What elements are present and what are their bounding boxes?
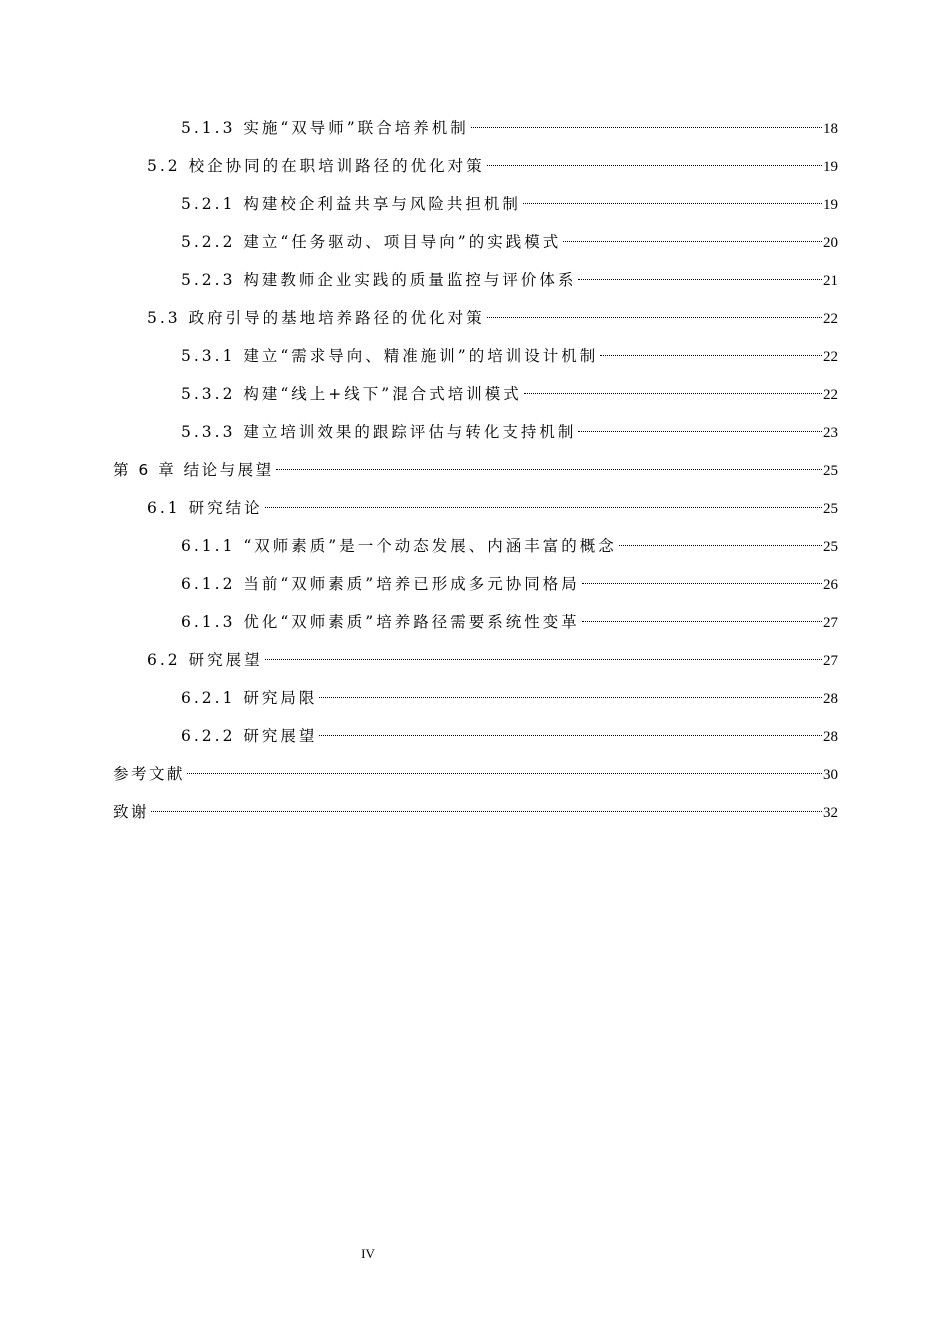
toc-entry-title: 5.2 校企协同的在职培训路径的优化对策 [147, 157, 485, 175]
toc-entry-title: 6.1.1 “双师素质”是一个动态发展、内涵丰富的概念 [181, 537, 617, 555]
toc-entry-title: 5.3.3 建立培训效果的跟踪评估与转化支持机制 [181, 423, 577, 441]
toc-entry-6-2-1[interactable] [0, 683, 950, 713]
toc-entry-title: 5.1.3 实施“双导师”联合培养机制 [181, 119, 469, 137]
toc-entry-page: 27 [823, 615, 838, 631]
toc-entry-title: 6.2.2 研究展望 [181, 727, 318, 745]
toc-entry-title: 6.2 研究展望 [147, 651, 263, 669]
toc-entry-page: 23 [823, 425, 838, 441]
toc-entry-page: 25 [823, 463, 838, 479]
toc-entry-6-2[interactable] [0, 645, 950, 675]
toc-entry-title: 5.3.1 建立“需求导向、精准施训”的培训设计机制 [181, 347, 599, 365]
toc-entry-page: 26 [823, 577, 838, 593]
toc-entry-5-2-3[interactable] [0, 265, 950, 295]
toc-entry-title: 6.1.3 优化“双师素质”培养路径需要系统性变革 [181, 613, 580, 631]
toc-entry-5-3-3[interactable] [0, 417, 950, 447]
toc-dot-leader [523, 202, 822, 204]
toc-dot-leader [578, 430, 822, 432]
toc-dot-leader [619, 544, 822, 546]
toc-dot-leader [487, 316, 822, 318]
toc-entry-page: 22 [823, 387, 838, 403]
toc-dot-leader [276, 468, 822, 470]
toc-dot-leader [319, 696, 822, 698]
toc-entry-title: 参考文献 [113, 765, 186, 783]
toc-entry-6-1-3[interactable] [0, 607, 950, 637]
toc-entry-title: 5.3.2 构建“线上+线下”混合式培训模式 [181, 385, 522, 403]
toc-entry-title: 5.3 政府引导的基地培养路径的优化对策 [147, 309, 485, 327]
toc-dot-leader [524, 392, 822, 394]
toc-dot-leader [578, 278, 822, 280]
toc-dot-leader [471, 126, 822, 128]
toc-entry-page: 28 [823, 691, 838, 707]
toc-dot-leader [319, 734, 822, 736]
toc-dot-leader [582, 582, 822, 584]
toc-dot-leader [265, 658, 822, 660]
toc-entry-title: 5.2.3 构建教师企业实践的质量监控与评价体系 [181, 271, 577, 289]
toc-entry-title: 6.1.2 当前“双师素质”培养已形成多元协同格局 [181, 575, 580, 593]
toc-dot-leader [265, 506, 822, 508]
toc-entry-6-2-2[interactable] [0, 721, 950, 751]
toc-entry-5-3-1[interactable] [0, 341, 950, 371]
toc-entry-title: 6.2.1 研究局限 [181, 689, 318, 707]
toc-dot-leader [187, 772, 822, 774]
toc-entry-page: 18 [823, 121, 838, 137]
toc-entry-5-1-3[interactable] [0, 113, 950, 143]
toc-entry-page: 20 [823, 235, 838, 251]
toc-entry-page: 19 [823, 159, 838, 175]
toc-entry-title: 6.1 研究结论 [147, 499, 263, 517]
toc-entry-5-3-2[interactable] [0, 379, 950, 409]
toc-dot-leader [600, 354, 822, 356]
toc-entry-page: 30 [823, 767, 838, 783]
toc-entry-title: 5.2.1 构建校企利益共享与风险共担机制 [181, 195, 521, 213]
toc-entry-page: 25 [823, 501, 838, 517]
page-number: IV [361, 1246, 375, 1261]
toc-entry-references[interactable] [0, 759, 950, 789]
toc-entry-chapter-6[interactable] [0, 455, 950, 485]
toc-entry-6-1-2[interactable] [0, 569, 950, 599]
toc-entry-5-2[interactable] [0, 151, 950, 181]
toc-dot-leader [563, 240, 822, 242]
toc-entry-page: 25 [823, 539, 838, 555]
toc-dot-leader [487, 164, 822, 166]
toc-entry-page: 22 [823, 311, 838, 327]
toc-entry-title: 5.2.2 建立“任务驱动、项目导向”的实践模式 [181, 233, 562, 251]
toc-entry-page: 19 [823, 197, 838, 213]
toc-dot-leader [151, 810, 822, 812]
toc-entry-title: 致谢 [113, 803, 150, 821]
toc-entry-5-2-2[interactable] [0, 227, 950, 257]
toc-entry-page: 27 [823, 653, 838, 669]
toc-entry-6-1-1[interactable] [0, 531, 950, 561]
toc-dot-leader [582, 620, 822, 622]
toc-entry-title: 第 6 章 结论与展望 [113, 461, 274, 479]
toc-entry-page: 28 [823, 729, 838, 745]
toc-entry-page: 22 [823, 349, 838, 365]
toc-entry-5-2-1[interactable] [0, 189, 950, 219]
toc-entry-6-1[interactable] [0, 493, 950, 523]
toc-entry-5-3[interactable] [0, 303, 950, 333]
toc-entry-page: 21 [823, 273, 838, 289]
toc-entry-page: 32 [823, 805, 838, 821]
toc-entry-acknowledgements[interactable] [0, 797, 950, 827]
